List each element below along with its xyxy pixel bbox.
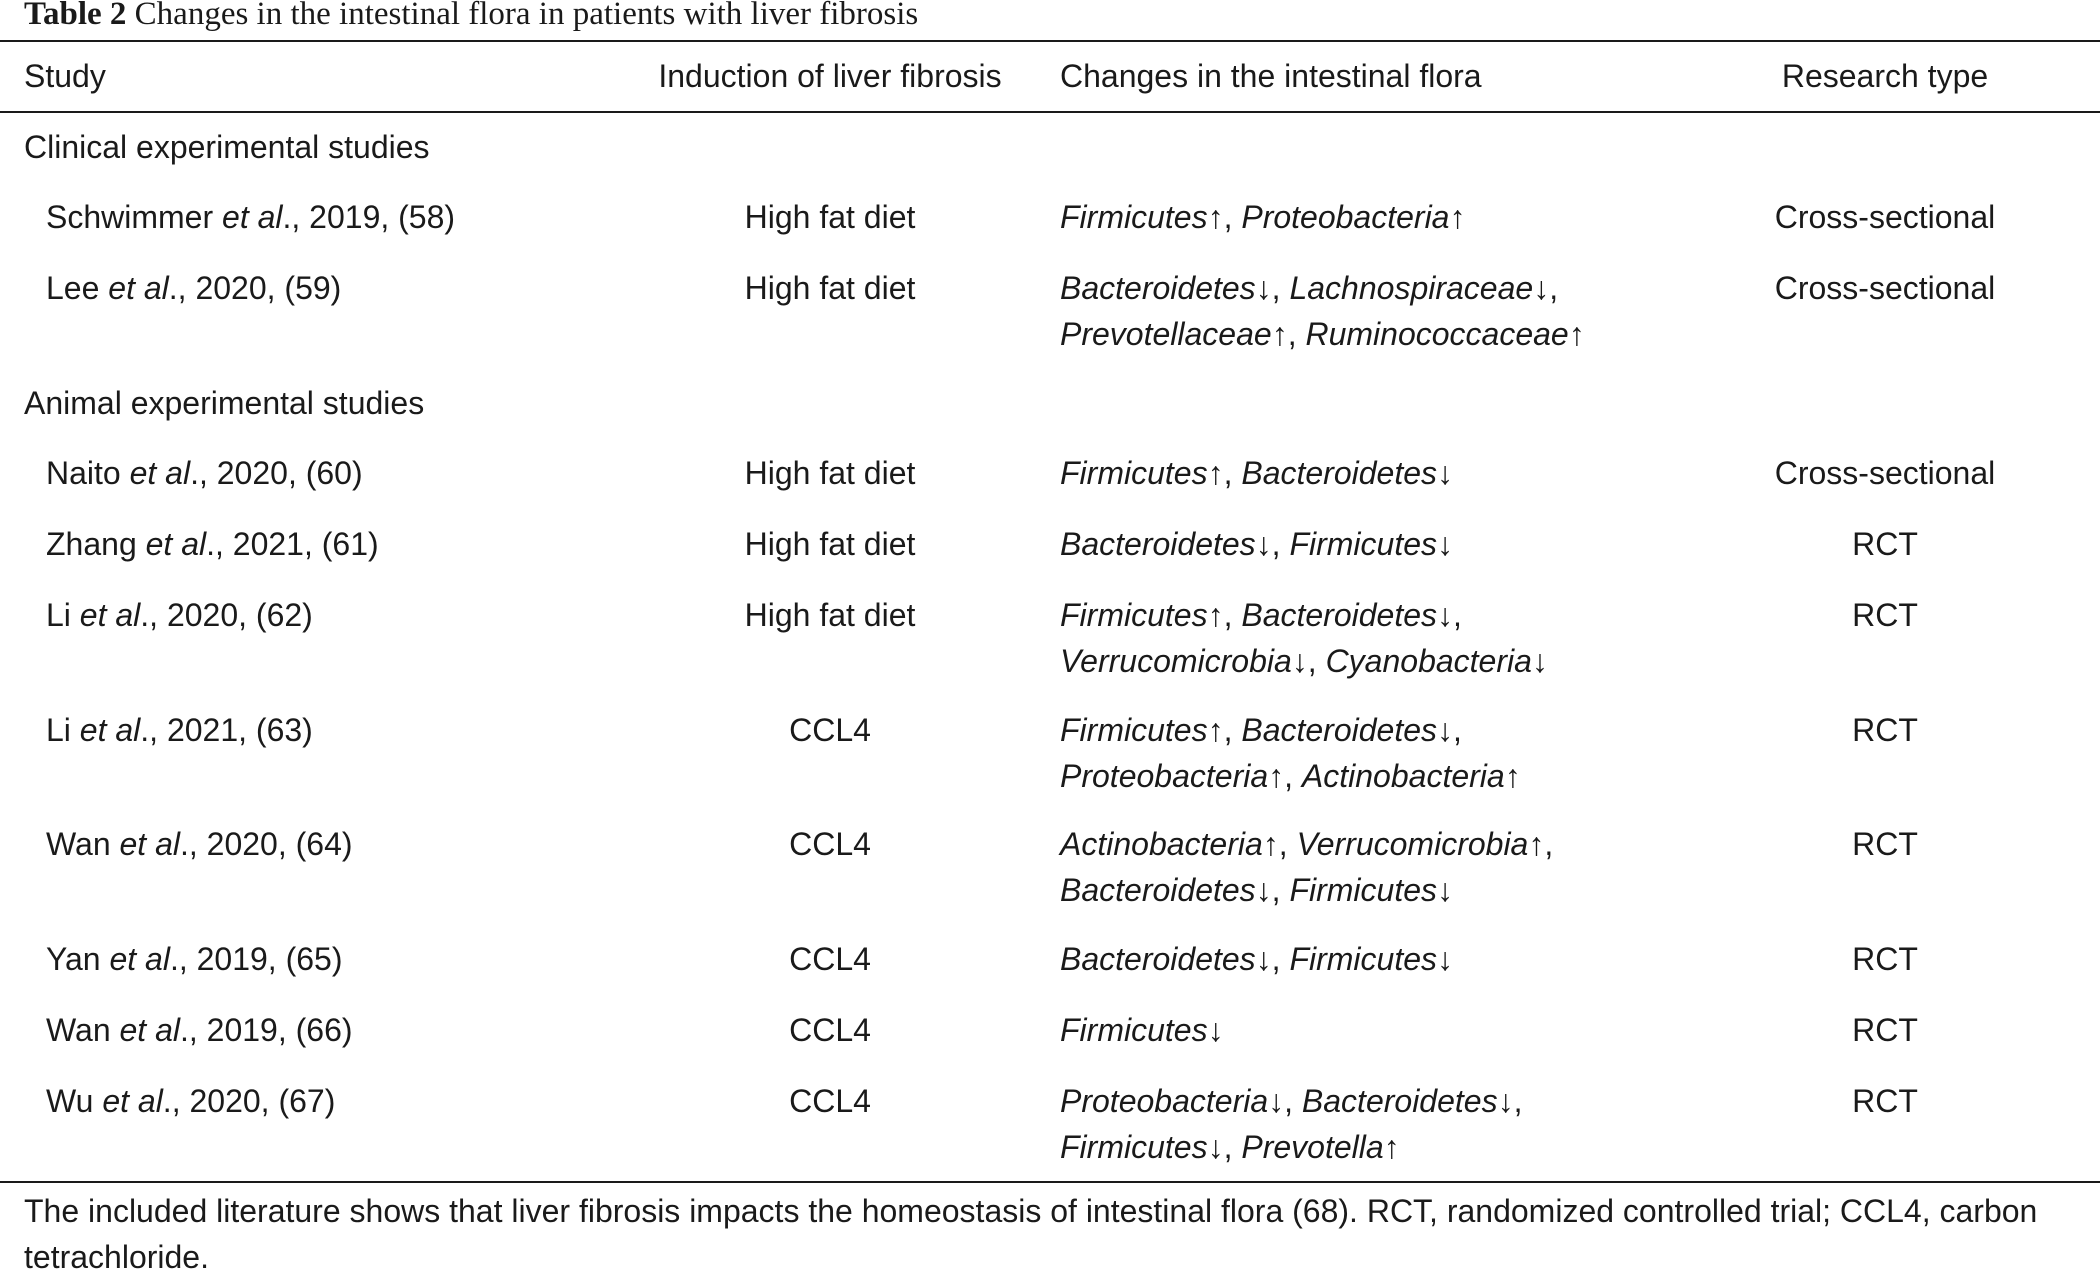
induction-cell: CCL4 [789, 712, 871, 748]
study-cell: Li et al., 2021, (63) [46, 712, 313, 748]
study-cell: Wu et al., 2020, (67) [46, 1083, 336, 1119]
flora-cell: Bacteroidetes↓, Firmicutes↓ [1060, 941, 1454, 977]
section-title-animal: Animal experimental studies [24, 385, 425, 421]
induction-cell: High fat diet [744, 455, 916, 491]
top-rule [0, 40, 2100, 42]
header-rule [0, 111, 2100, 113]
research-type-cell: Cross-sectional [1774, 199, 1996, 235]
header-changes: Changes in the intestinal flora [1060, 58, 1482, 94]
flora-cell: Firmicutes↓ [1060, 1012, 1224, 1048]
research-type-cell: RCT [1852, 597, 1918, 633]
study-cell: Yan et al., 2019, (65) [46, 941, 343, 977]
research-type-cell: RCT [1852, 1083, 1918, 1119]
research-type-cell: RCT [1852, 1012, 1918, 1048]
flora-cell: Firmicutes↑, Bacteroidetes↓ [1060, 455, 1454, 491]
study-cell: Naito et al., 2020, (60) [46, 455, 363, 491]
header-induction: Induction of liver fibrosis [658, 58, 1002, 94]
header-study: Study [24, 58, 106, 94]
bottom-rule [0, 1181, 2100, 1183]
study-cell: Lee et al., 2020, (59) [46, 270, 342, 306]
induction-cell: CCL4 [789, 826, 871, 862]
research-type-cell: RCT [1852, 712, 1918, 748]
induction-cell: CCL4 [789, 1083, 871, 1119]
flora-cell: Firmicutes↑, Bacteroidetes↓, Verrucomicrobia↓, Cyanobacteria↓ [1060, 597, 1548, 679]
flora-cell: Firmicutes↑, Proteobacteria↑ [1060, 199, 1466, 235]
flora-cell: Bacteroidetes↓, Firmicutes↓ [1060, 526, 1454, 562]
study-cell: Zhang et al., 2021, (61) [46, 526, 379, 562]
study-cell: Wan et al., 2020, (64) [46, 826, 353, 862]
header-research-type: Research type [1781, 58, 1989, 94]
research-type-cell: RCT [1852, 526, 1918, 562]
table-caption [24, 0, 918, 34]
flora-cell: Firmicutes↑, Bacteroidetes↓, Proteobacteria↑, Actinobacteria↑ [1060, 712, 1521, 794]
induction-cell: High fat diet [744, 270, 916, 306]
table-title: Changes in the intestinal flora in patients with liver fibrosis [134, 0, 919, 32]
study-cell: Wan et al., 2019, (66) [46, 1012, 353, 1048]
induction-cell: CCL4 [789, 941, 871, 977]
study-cell: Li et al., 2020, (62) [46, 597, 313, 633]
flora-cell: Proteobacteria↓, Bacteroidetes↓, Firmicutes↓, Prevotella↑ [1060, 1083, 1523, 1165]
table-footnote: The included literature shows that liver fibrosis impacts the homeostasis of intestinal flora (68). RCT, randomized controlled trial; CCL4, carbon tetrachloride. [24, 1193, 2038, 1275]
flora-cell: Actinobacteria↑, Verrucomicrobia↑, Bacteroidetes↓, Firmicutes↓ [1060, 826, 1554, 908]
study-cell: Schwimmer et al., 2019, (58) [46, 199, 456, 235]
research-type-cell: RCT [1852, 826, 1918, 862]
section-title-clinical: Clinical experimental studies [24, 129, 430, 165]
induction-cell: High fat diet [744, 199, 916, 235]
research-type-cell: RCT [1852, 941, 1918, 977]
table-label: Table 2 [24, 0, 127, 32]
research-type-cell: Cross-sectional [1774, 270, 1996, 306]
research-type-cell: Cross-sectional [1774, 455, 1996, 491]
induction-cell: CCL4 [789, 1012, 871, 1048]
induction-cell: High fat diet [744, 597, 916, 633]
induction-cell: High fat diet [744, 526, 916, 562]
flora-cell: Bacteroidetes↓, Lachnospiraceae↓, Prevotellaceae↑, Ruminococcaceae↑ [1060, 270, 1585, 352]
